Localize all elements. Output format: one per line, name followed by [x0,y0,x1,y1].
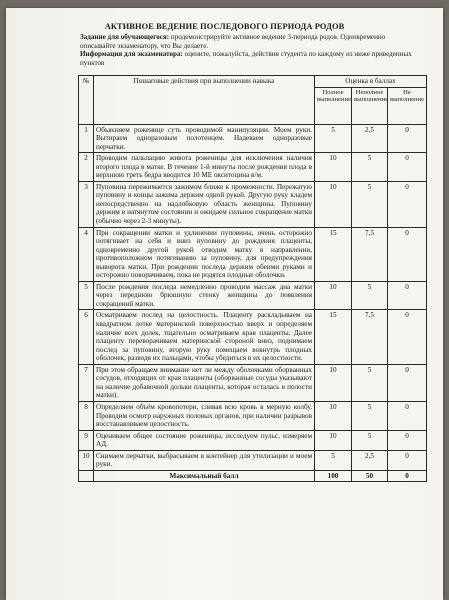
header-steps: Пошаговые действия при выполнении навыка [94,76,315,125]
row-number: 3 [79,181,94,227]
score-full: 10 [315,181,352,227]
score-none: 0 [388,430,427,450]
step-description: Объясняем роженице суть проводимой манипуляции. Моем руки. Вытираем одноразовым полотенцем. Надеваем одноразовые перчатки. [94,124,315,153]
score-partial: 7,5 [352,310,388,364]
score-none: 0 [388,281,427,310]
header-full: Полное выполнение [315,87,352,124]
total-none: 0 [388,470,427,482]
examiner-paragraph [80,50,415,67]
score-partial: 2,5 [352,450,388,470]
step-description: Пуповина пережимается зажимом ближе к промежности. Пережатую пуповину и концы зажима держим одной рукой. Другую руку кладем непосредственно на надлобковую область женщины. Пуповину держим в натянутом состоянии и ожидаем сильное сокращение матки (обычно через 2-3 минуты). [94,181,315,227]
score-full: 5 [315,450,352,470]
examiner-text: оцените, пожалуйста, действия студента по каждому из ниже приведенных пунктов [80,50,412,67]
score-partial: 5 [352,181,388,227]
total-num-cell [79,470,94,482]
step-description: Определяем объём кровопотери, сливая всю кровь в мерную колбу. Проводим осмотр наружных половых органов, при наличии разрывов восстанавливаем целостность. [94,401,315,430]
table-row [79,450,427,470]
total-label: Максимальный балл [94,470,315,482]
table-row [79,153,427,182]
total-full: 100 [315,470,352,482]
score-partial: 5 [352,153,388,182]
row-number: 9 [79,430,94,450]
row-number: 7 [79,364,94,401]
row-number: 4 [79,227,94,281]
table-row [79,124,427,153]
table-header-row [79,76,427,88]
header-none: Не выполнение [388,87,427,124]
score-partial: 7,5 [352,227,388,281]
score-full: 15 [315,227,352,281]
score-partial: 5 [352,281,388,310]
table-row [79,227,427,281]
score-none: 0 [388,310,427,364]
row-number: 2 [79,153,94,182]
score-none: 0 [388,181,427,227]
score-full: 10 [315,430,352,450]
score-partial: 5 [352,401,388,430]
header-score-group: Оценка в баллах [315,76,427,88]
step-description: При этом обращаем внимание нет ли между оболочками оборванных сосудов, отходящих от края плаценты (оборванные сосуды указывают на наличие добавочной дольки плаценты, которая осталась в полости матки). [94,364,315,401]
document-title: АКТИВНОЕ ВЕДЕНИЕ ПОСЛЕДОВОГО ПЕРИОДА РОДОВ [104,22,345,31]
table-row [79,364,427,401]
header-partial: Неполное выполнение [352,87,388,124]
intro-block [80,33,415,67]
examiner-label: Информация для экзаменатора: [80,50,183,59]
row-number: 10 [79,450,94,470]
total-partial: 50 [352,470,388,482]
task-label: Задание для обучающегося: [80,33,170,41]
table-row [79,181,427,227]
step-description: При сокращении матки и удлинении пуповины, очень осторожно потягивает на себя и вниз пуповину до рождения плаценты, одновременно другой рукой отводим матку в направлении, противоположном потягиванию за пуповину, для предупреждения выворота матки. При рождении последа держим обеими руками и осторожно поворачиваем, пока не родятся плодные оболочки. [94,227,315,281]
score-full: 10 [315,364,352,401]
score-full: 5 [315,124,352,153]
row-number: 1 [79,124,94,153]
step-description: Оцениваем общее состояние роженицы, исследуем пульс, измеряем АД. [94,430,315,450]
header-num: № [79,76,94,125]
table-row [79,281,427,310]
score-partial: 5 [352,430,388,450]
table-body [79,124,427,470]
score-full: 10 [315,281,352,310]
table-row [79,430,427,450]
row-number: 5 [79,281,94,310]
score-partial: 2,5 [352,124,388,153]
step-description: Проводим пальпацию живота роженицы для исключения наличия второго плода в матке. В течение 1-й минуты после рождения плода в верхнюю треть бедра вводится 10 МЕ окситоцина в/м. [94,153,315,182]
task-paragraph [80,33,415,50]
score-none: 0 [388,153,427,182]
score-none: 0 [388,450,427,470]
score-none: 0 [388,124,427,153]
score-none: 0 [388,401,427,430]
table-row [79,310,427,364]
step-description: Осматриваем послед на целостность. Плаценту раскладываем на квадратном лотке материнской поверхностью вверх и определяем наличие всех долек, тщательно осматриваем края плаценты. Далее плаценту переворачиваем материнской стороной вниз, поднимаем послед за пуповину, вторую руку помещаем вовнутрь плодных оболочек, разводя их пальцами, чтобы убедиться в их целостности. [94,310,315,364]
score-partial: 5 [352,364,388,401]
step-description: Снимаем перчатки, выбрасываем в контейнер для утилизации и моем руки. [94,450,315,470]
score-none: 0 [388,227,427,281]
score-full: 10 [315,401,352,430]
row-number: 6 [79,310,94,364]
score-full: 10 [315,153,352,182]
task-text: продемонстрируйте активное ведение 3-периода родов. Одновременно описывайте экзаменатору, что Вы делаете. [80,33,386,50]
total-row [79,470,427,482]
score-full: 15 [315,310,352,364]
score-none: 0 [388,364,427,401]
step-description: После рождения последа немедленно проводим массаж дна матки через переднюю брюшную стенку женщины до появления сокращений матки. [94,281,315,310]
checklist-table [78,75,427,482]
table-row [79,401,427,430]
row-number: 8 [79,401,94,430]
